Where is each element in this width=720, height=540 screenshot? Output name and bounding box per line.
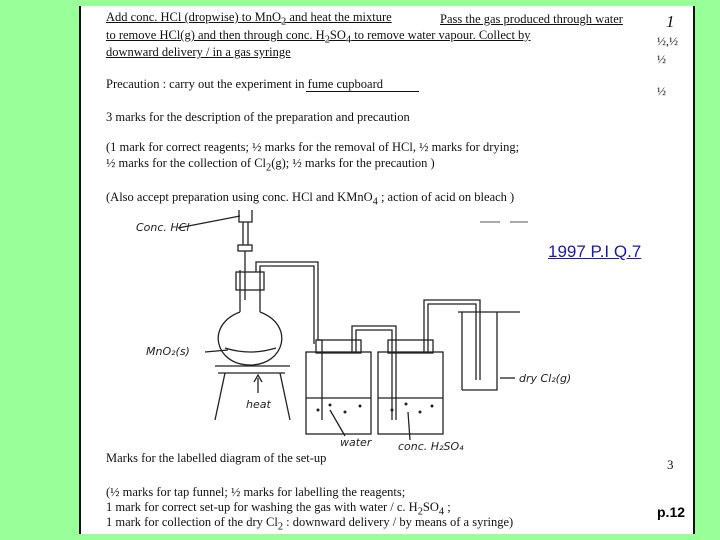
question-reference[interactable]: 1997 P.I Q.7 [548,242,642,261]
bubble [405,403,408,406]
final-text: SO [422,500,439,514]
subscript: 2 [417,506,423,518]
subscript: 2 [280,16,287,28]
final-text: 1 mark for collection of the dry Cl [106,515,278,529]
label-water: water [340,436,372,449]
delivery-tube-1 [256,262,322,340]
final-text: 1 mark for correct set-up for washing the gas with water / c. H [106,500,418,514]
header-line-1c: Pass the gas produced through water [440,12,623,26]
tap-funnel [239,210,252,222]
label-mno2: MnO₂(s) [146,345,190,358]
subscript: 2 [277,521,284,533]
subscript: 2 [266,162,272,174]
header-text: to remove HCl(g) and then through conc. H [106,28,325,42]
subscript: 4 [438,506,445,518]
label-conc-hcl: Conc. HCl [136,221,190,234]
bubble [317,409,320,412]
bubble [391,409,394,412]
label-conc-h2so4: conc. H₂SO₄ [398,440,464,453]
tripod-leg-right [280,373,290,420]
bottle2-outlet-inner [428,304,476,380]
header-text: SO [329,28,346,42]
bubble [419,411,422,414]
subscript: 2 [324,34,330,46]
bubble [344,411,347,414]
breakdown-text: ½ marks for the collection of Cl [106,156,267,170]
wash-bottle-acid [378,352,443,434]
bubble [329,404,332,407]
final-line-3 [106,515,513,535]
subscript: 4 [372,196,378,208]
marks-description: 3 marks for the description of the preparation and precaution [106,110,410,124]
tripod-leg-left [215,373,225,420]
label-dry-cl2: dry Cl₂(g) [519,372,572,385]
mark-4: ½ [657,84,666,98]
label-heat: heat [246,398,271,411]
also-accept-part: (Also accept preparation using conc. HCl and KMnO [106,190,373,204]
subscript: 4 [345,34,352,46]
breakdown-line-1: (1 mark for correct reagents; ½ marks for the removal of HCl, ½ marks for drying; [106,140,520,154]
also-accept-part: ; action of acid on bleach ) [377,190,515,204]
final-text: : downward delivery / by means of a syringe) [283,515,514,529]
mark-1: 1 [666,12,675,31]
final-text: ; [444,500,451,514]
mark-2: ½,½ [657,34,678,48]
acid-leader [408,412,410,440]
bubble [431,405,434,408]
bubble [359,405,362,408]
breakdown-text: (g); ½ marks for the precaution ) [271,156,435,170]
wash-bottle-water [306,352,371,434]
wash-bottle-acid-neck [388,340,433,353]
round-bottom-flask [218,312,282,365]
water-leader [330,410,345,436]
wash-bottle-water-neck [316,340,361,353]
flask-liquid [225,348,276,352]
page-number: p.12 [657,504,686,520]
mark-3: ½ [657,52,666,66]
header-text: to remove water vapour. Collect by [351,28,531,42]
header-line-3: downward delivery / in a gas syringe [106,45,291,59]
labelled-diagram-marks: Marks for the labelled diagram of the set-up [106,451,327,465]
funnel-tap [238,245,252,251]
precaution-text: Precaution : carry out the experiment in fume cupboard [106,77,383,91]
mno2-leader [205,350,228,352]
final-line-1: (½ marks for tap funnel; ½ marks for labelling the reagents; [106,485,406,499]
mark-5: 3 [667,457,674,472]
header-text: Add conc. HCl (dropwise) to MnO [106,10,281,24]
delivery-tube-1-inner [260,266,314,344]
header-text: and heat the mixture [286,10,392,24]
